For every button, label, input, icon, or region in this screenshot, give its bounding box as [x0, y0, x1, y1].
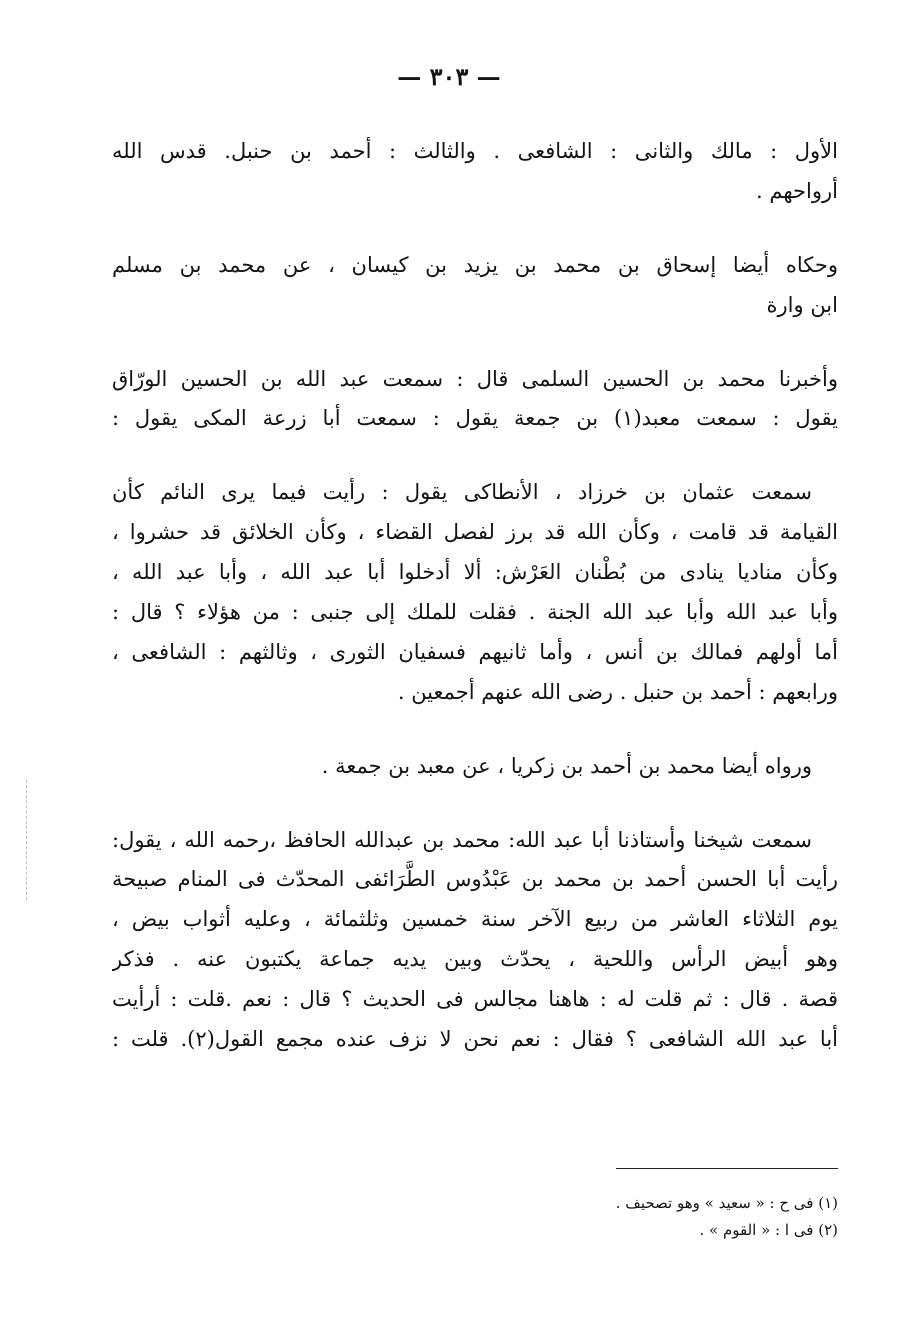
main-text	[112, 132, 838, 1094]
paragraph-2	[112, 246, 838, 326]
page-number: — ٣٠٣ —	[397, 62, 501, 91]
text-line: يوم الثلاثاء العاشر من ربيع الآخر سنة خمسين وثلثمائة ، وعليه أثواب بيض ،	[112, 907, 838, 932]
footnote-divider	[616, 1168, 838, 1169]
text-line: ورواه أيضا محمد بن أحمد بن زكريا ، عن معبد بن جمعة .	[321, 753, 812, 778]
scan-artifact	[26, 780, 28, 900]
text-line: ابن وارة	[766, 292, 838, 317]
paragraph-5	[112, 747, 838, 787]
text-line: أبا عبد الله الشافعى ؟ فقال : نعم نحن لا نزف عنده مجمع القول(٢). قلت :	[112, 1027, 838, 1052]
text-line: رأيت أبا الحسن أحمد بن محمد بن عَبْدُوس الطَّرَائفى المحدّث فى المنام صبيحة	[112, 867, 838, 892]
text-line: أما أولهم فمالك بن أنس ، وأما ثانيهم فسفيان الثورى ، وثالثهم : الشافعى ،	[112, 639, 838, 664]
text-line: قصة . قال : ثم قلت له : هاهنا مجالس فى الحديث ؟ قال : نعم .قلت : أرأيت	[112, 987, 838, 1012]
text-line: سمعت عثمان بن خرزاد ، الأنطاكى يقول : رأيت فيما يرى النائم كأن	[112, 480, 812, 505]
footnotes	[418, 1190, 838, 1244]
text-line: وكأن مناديا ينادى من بُطْنان العَرْش: ألا أدخلوا أبا عبد الله ، وأبا عبد الله ،	[112, 560, 838, 585]
text-line: يقول : سمعت معبد(١) بن جمعة يقول : سمعت أبا زرعة المكى يقول :	[112, 406, 838, 431]
footnote-1: (١) فى ح : « سعيد » وهو تصحيف .	[615, 1194, 838, 1212]
text-line: وحكاه أيضا إسحاق بن محمد بن يزيد بن كيسان ، عن محمد بن مسلم	[112, 252, 838, 277]
paragraph-3	[112, 360, 838, 440]
text-line: ورابعهم : أحمد بن حنبل . رضى الله عنهم أجمعين .	[397, 679, 838, 704]
text-line: أرواحهم .	[756, 178, 838, 203]
text-line: وهو أبيض الرأس واللحية ، يحدّث وبين يديه جماعة يكتبون عنه . فذكر	[112, 947, 838, 972]
paragraph-1	[112, 132, 838, 212]
footnote-2: (٢) فى ا : « القوم » .	[699, 1221, 838, 1239]
paragraph-6	[112, 821, 838, 1060]
text-line: سمعت شيخنا وأستاذنا أبا عبد الله: محمد بن عبدالله الحافظ ،رحمه الله ، يقول:	[112, 827, 812, 852]
text-line: وأخبرنا محمد بن الحسين السلمى قال : سمعت عبد الله بن الحسين الورّاق	[112, 366, 838, 391]
text-line: القيامة قد قامت ، وكأن الله قد برز لفصل القضاء ، وكأن الخلائق قد حشروا ،	[112, 520, 838, 545]
paragraph-4	[112, 473, 838, 712]
text-line: الأول : مالك والثانى : الشافعى . والثالث : أحمد بن حنبل. قدس الله	[112, 139, 838, 163]
text-line: وأبا عبد الله وأبا عبد الله الجنة . فقلت للملك إلى جنبى : من هؤلاء ؟ قال :	[112, 600, 838, 625]
